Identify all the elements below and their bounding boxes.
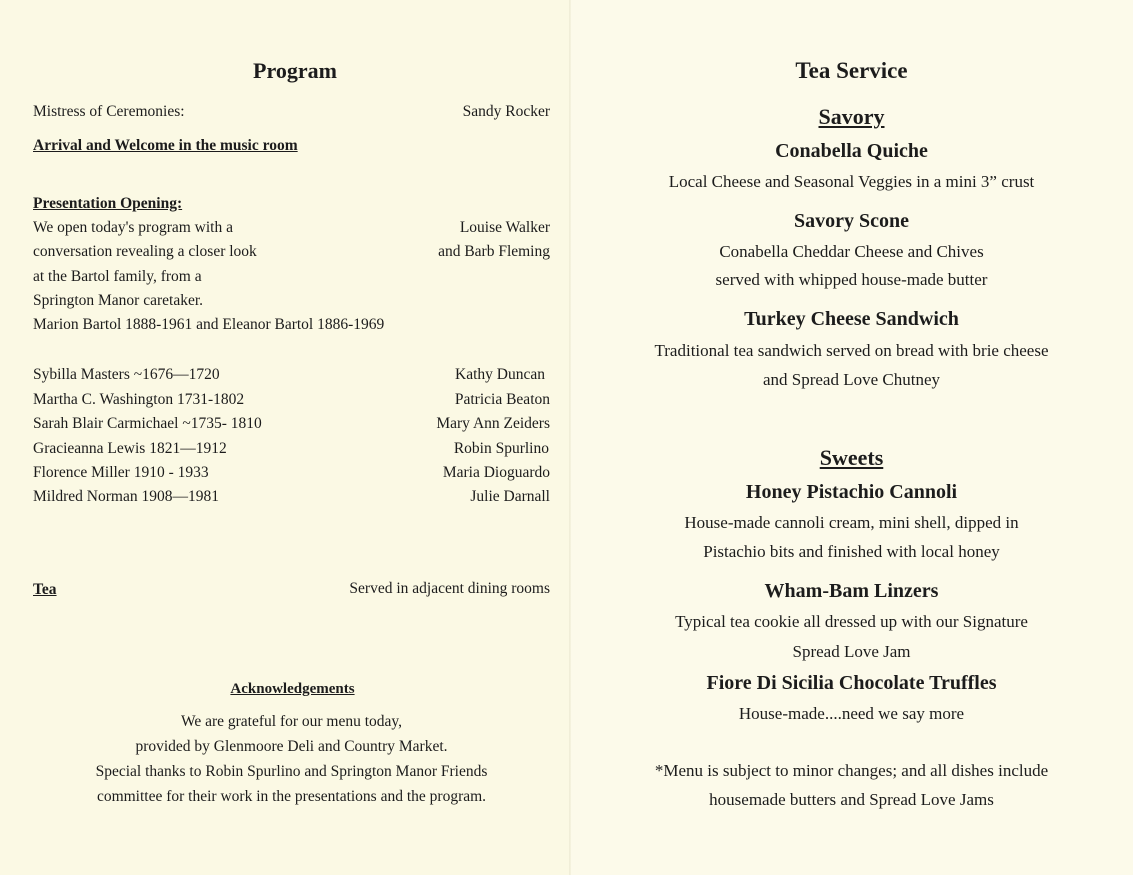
mistress-name: Sandy Rocker	[462, 103, 550, 120]
cast-role: Mildred Norman 1908—1981	[33, 488, 219, 505]
acknowledgements-title: Acknowledgements	[230, 681, 355, 697]
ack-line: committee for their work in the presentations and the program.	[96, 788, 487, 805]
cast-actor: Patricia Beaton	[454, 391, 550, 408]
menu-item-desc: and Spread Love Chutney	[762, 370, 941, 389]
savory-heading: Savory	[818, 104, 885, 129]
menu-item-name: Fiore Di Sicilia Chocolate Truffles	[706, 672, 997, 694]
cast-role: Florence Miller 1910 - 1933	[33, 464, 209, 481]
cast-actor: Robin Spurlino	[453, 440, 549, 457]
menu-item-name: Turkey Cheese Sandwich	[744, 308, 959, 330]
tea-service-title: Tea Service	[795, 58, 908, 83]
menu-item-desc: House-made....need we say more	[738, 704, 965, 723]
menu-item-desc: Spread Love Jam	[792, 642, 911, 661]
mistress-label: Mistress of Ceremonies:	[33, 103, 185, 120]
cast-actor: Julie Darnall	[470, 488, 550, 505]
bartol-line: Marion Bartol 1888-1961 and Eleanor Bartol 1886-1969	[33, 316, 385, 333]
ack-line: provided by Glenmoore Deli and Country Market.	[135, 738, 448, 755]
presentation-line: at the Bartol family, from a	[33, 268, 202, 285]
tea-service-content	[570, 0, 1133, 875]
menu-footnote: housemade butters and Spread Love Jams	[709, 790, 994, 809]
menu-item-desc: served with whipped house-made butter	[715, 270, 988, 289]
presentation-line: Springton Manor caretaker.	[33, 292, 204, 309]
menu-item-name: Conabella Quiche	[775, 140, 928, 162]
cast-role: Sarah Blair Carmichael ~1735- 1810	[33, 415, 262, 432]
ack-line: Special thanks to Robin Spurlino and Springton Manor Friends	[95, 763, 488, 780]
ack-line: We are grateful for our menu today,	[180, 713, 403, 730]
presenter-name: Louise Walker	[459, 219, 550, 236]
menu-item-desc: House-made cannoli cream, mini shell, dipped in	[684, 513, 1019, 532]
menu-item-name: Honey Pistachio Cannoli	[745, 481, 958, 503]
menu-item-desc: Local Cheese and Seasonal Veggies in a mini 3” crust	[668, 172, 1035, 191]
arrival-heading: Arrival and Welcome in the music room	[33, 137, 298, 154]
tea-label: Tea	[33, 581, 57, 598]
menu-item-desc: Conabella Cheddar Cheese and Chives	[719, 242, 984, 261]
presentation-line: conversation revealing a closer look	[33, 243, 257, 260]
menu-item-desc: Typical tea cookie all dressed up with our Signature	[675, 612, 1028, 631]
menu-item-desc: Pistachio bits and finished with local honey	[703, 542, 1000, 561]
cast-role: Sybilla Masters ~1676—1720	[33, 366, 220, 383]
presenter-name: and Barb Fleming	[438, 243, 550, 260]
menu-item-name: Savory Scone	[794, 210, 909, 232]
presentation-heading: Presentation Opening:	[33, 195, 183, 212]
cast-actor: Kathy Duncan	[455, 366, 545, 383]
cast-role: Gracieanna Lewis 1821—1912	[33, 440, 227, 457]
sweets-heading: Sweets	[819, 445, 884, 470]
cast-actor: Maria Dioguardo	[442, 464, 550, 481]
presentation-line: We open today's program with a	[33, 219, 233, 236]
menu-footnote: *Menu is subject to minor changes; and all dishes include	[654, 761, 1049, 780]
menu-item-desc: Traditional tea sandwich served on bread with brie cheese	[654, 341, 1049, 360]
tea-note: Served in adjacent dining rooms	[349, 580, 550, 597]
program-title: Program	[253, 58, 337, 83]
cast-actor: Mary Ann Zeiders	[436, 415, 550, 432]
menu-item-name: Wham-Bam Linzers	[764, 580, 939, 602]
cast-role: Martha C. Washington 1731-1802	[33, 391, 245, 408]
